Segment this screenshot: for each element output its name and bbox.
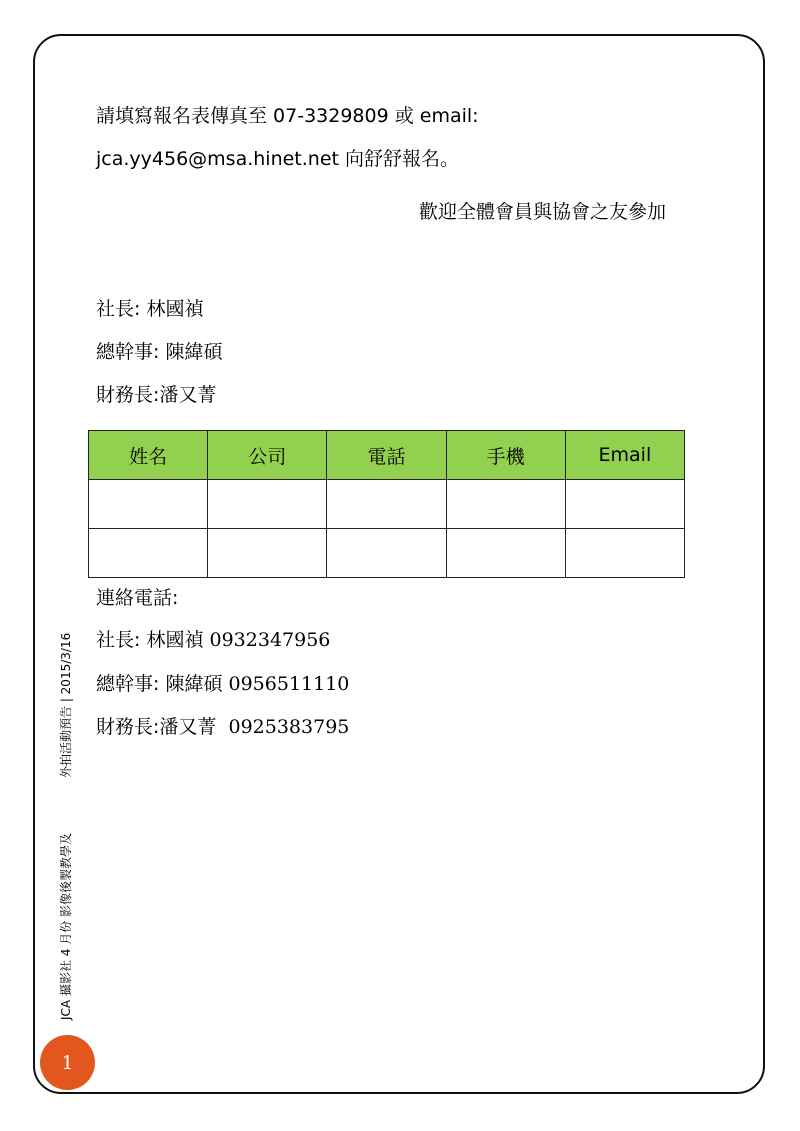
intro-line-1: 請填寫報名表傳真至 07-3329809 或 email:: [96, 105, 479, 127]
table-cell[interactable]: [565, 480, 684, 529]
header-name: 姓名: [89, 431, 208, 480]
header-mobile: 手機: [446, 431, 565, 480]
header-email: Email: [565, 431, 684, 480]
contact-treasurer: [96, 718, 349, 737]
contact-secretary-general: [96, 675, 349, 694]
officer-secretary-general: 總幹事: 陳緯碩: [96, 341, 223, 363]
table-cell[interactable]: [208, 529, 327, 578]
welcome-text: 歡迎全體會員與協會之友參加: [419, 201, 667, 223]
sidebar-club-title: JCA 攝影社 4 月份 影像後製教學及: [59, 832, 73, 1020]
header-company: 公司: [208, 431, 327, 480]
officer-president: 社長: 林國禎: [96, 298, 204, 320]
contact-phone: 0925383795: [222, 716, 350, 738]
table-cell[interactable]: [89, 480, 208, 529]
page-number-badge: [40, 1035, 95, 1090]
contacts-title: 連絡電話:: [96, 587, 179, 609]
contact-president: [96, 631, 330, 650]
contact-phone: 0956511110: [228, 673, 350, 695]
table-cell[interactable]: [446, 480, 565, 529]
officer-treasurer: 財務長:潘又菁: [96, 384, 217, 406]
table-cell[interactable]: [446, 529, 565, 578]
contact-label: 社長: 林國禎: [96, 629, 204, 651]
table-row: [89, 480, 685, 529]
table-header-row: [89, 431, 685, 480]
contact-label: 財務長:潘又菁: [96, 716, 217, 738]
header-phone: 電話: [327, 431, 446, 480]
table-row: [89, 529, 685, 578]
table-cell[interactable]: [89, 529, 208, 578]
table-cell[interactable]: [565, 529, 684, 578]
table-cell[interactable]: [208, 480, 327, 529]
intro-line-2: jca.yy456@msa.hinet.net 向舒舒報名。: [96, 148, 460, 170]
sidebar-event-date: 外拍活動預告 | 2015/3/16: [59, 632, 73, 778]
contact-label: 總幹事: 陳緯碩: [96, 673, 223, 695]
table-cell[interactable]: [327, 480, 446, 529]
table-cell[interactable]: [327, 529, 446, 578]
page-number: 1: [61, 1051, 74, 1074]
contact-phone: 0932347956: [209, 629, 331, 651]
signup-table: [88, 430, 685, 578]
